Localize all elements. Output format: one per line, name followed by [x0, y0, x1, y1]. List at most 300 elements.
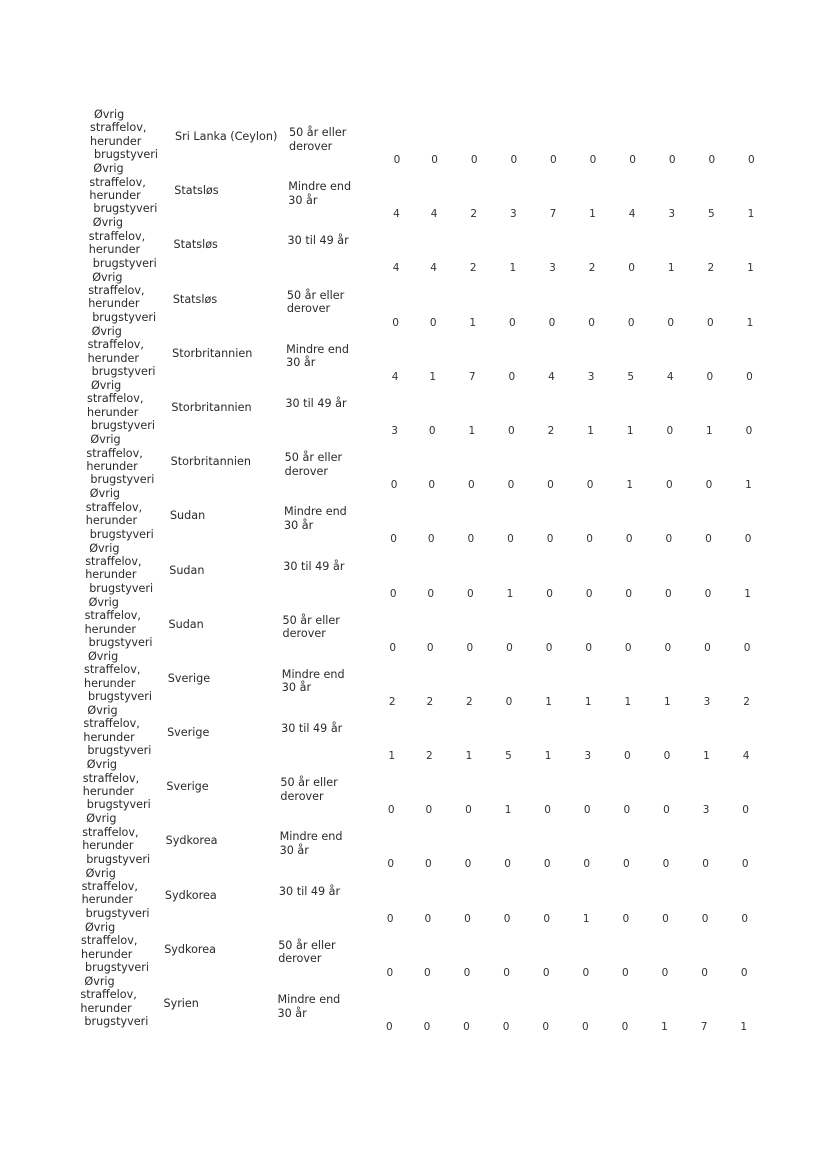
offense-label-line: straffelov, — [90, 121, 147, 135]
value-cell: 1 — [582, 912, 590, 925]
age-group-cell: 50 år eller derover — [289, 126, 347, 153]
value-cell: 1 — [584, 695, 592, 708]
value-cell: 2 — [426, 695, 434, 708]
value-cell: 0 — [470, 154, 478, 166]
value-cell: 0 — [503, 966, 510, 979]
offense-label-line: brugstyveri — [85, 961, 149, 975]
value-cell: 0 — [665, 587, 672, 600]
value-cell: 0 — [429, 316, 437, 329]
value-cell: 0 — [585, 587, 593, 600]
country-cell: Statsløs — [174, 184, 219, 198]
offense-label-line: brugstyveri — [88, 690, 152, 704]
offense-label-line: brugstyveri — [84, 1015, 149, 1029]
value-cell: 0 — [746, 370, 753, 383]
table-row — [0, 162, 828, 221]
offense-label-line: brugstyveri — [92, 310, 157, 324]
offense-label-line: straffelov, — [87, 392, 144, 406]
value-cell: 0 — [666, 424, 674, 437]
offense-label-line: Øvrig — [84, 975, 115, 988]
value-cell: 1 — [747, 208, 755, 221]
age-group-cell: Mindre end 30 år — [283, 505, 347, 532]
offense-label-line: brugstyveri — [94, 148, 158, 162]
value-cell: 0 — [423, 1021, 431, 1033]
offense-label-line: brugstyveri — [86, 852, 151, 866]
age-group-cell: 30 til 49 år — [278, 884, 341, 898]
offense-label-line: Øvrig — [91, 378, 122, 392]
offense-label — [89, 162, 163, 216]
value-cell: 1 — [661, 1021, 668, 1033]
value-cell: 0 — [390, 533, 397, 546]
value-cell: 0 — [431, 154, 438, 166]
offense-label-line: herunder — [82, 785, 135, 799]
value-cell: 0 — [508, 424, 515, 437]
value-cell: 0 — [585, 641, 593, 654]
value-cell: 0 — [662, 912, 669, 925]
value-cell: 0 — [628, 262, 635, 275]
value-cell: 0 — [704, 641, 711, 654]
value-cell: 0 — [586, 533, 593, 546]
country-cell: Statsløs — [172, 292, 218, 306]
value-cell: 2 — [470, 208, 478, 221]
value-cell: 0 — [503, 912, 511, 925]
value-cell: 1 — [429, 370, 437, 383]
offense-label-line: herunder — [83, 730, 135, 744]
value-cell: 2 — [707, 262, 715, 275]
value-cell: 0 — [387, 804, 395, 817]
offense-label-line: straffelov, — [82, 825, 139, 839]
value-cell: 7 — [700, 1021, 708, 1033]
value-cell: 0 — [705, 479, 713, 492]
offense-label — [90, 108, 164, 162]
offense-label — [84, 649, 158, 704]
value-cell: 0 — [701, 966, 708, 979]
offense-label-line: Øvrig — [93, 162, 124, 176]
offense-label-line: straffelov, — [82, 771, 140, 785]
table-row — [0, 975, 828, 1033]
age-group-cell: Mindre end 30 år — [286, 342, 349, 370]
value-cell: 0 — [390, 479, 398, 492]
offense-label-line: brugstyveri — [89, 581, 154, 595]
value-cell: 5 — [627, 370, 635, 383]
value-cell: 0 — [386, 912, 394, 925]
offense-label-line: brugstyveri — [91, 419, 155, 433]
value-cell: 0 — [546, 533, 554, 546]
value-cell: 0 — [548, 316, 556, 329]
offense-label-line: Øvrig — [90, 433, 121, 447]
value-cell: 2 — [588, 262, 596, 275]
table-row — [0, 216, 828, 275]
value-cell: 0 — [465, 804, 472, 817]
offense-label-line: herunder — [88, 243, 141, 257]
offense-label-line: straffelov, — [88, 283, 145, 297]
value-cell: 0 — [507, 479, 515, 492]
offense-label — [82, 812, 156, 866]
table-row — [0, 270, 828, 329]
value-cell: 1 — [465, 750, 473, 763]
offense-label-line: straffelov, — [88, 229, 146, 243]
offense-label-line: Øvrig — [85, 920, 116, 934]
table-row — [0, 812, 828, 871]
offense-label-line: Øvrig — [86, 812, 117, 826]
table-row — [0, 433, 828, 492]
value-cell: 2 — [547, 424, 555, 437]
offense-label — [80, 975, 154, 1029]
offense-label-line: Øvrig — [92, 270, 123, 284]
offense-label-line: straffelov, — [81, 934, 138, 948]
age-group-cell: Mindre end 30 år — [281, 667, 345, 695]
value-cell: 1 — [587, 424, 594, 437]
value-cell: 1 — [706, 424, 713, 437]
value-cell: 0 — [662, 858, 670, 871]
table-row — [0, 649, 828, 708]
value-cell: 0 — [665, 533, 673, 546]
offense-label-line: straffelov, — [84, 663, 141, 677]
value-cell: 0 — [507, 533, 514, 546]
offense-label — [83, 704, 157, 758]
value-cell: 0 — [663, 804, 670, 817]
country-cell: Sudan — [169, 509, 206, 523]
value-cell: 4 — [548, 370, 555, 383]
offense-label-line: straffelov, — [83, 717, 140, 731]
value-cell: 0 — [386, 966, 394, 979]
value-cell: 0 — [701, 912, 709, 925]
country-cell: Sydkorea — [165, 834, 218, 848]
offense-label — [87, 378, 161, 433]
offense-label-line: herunder — [89, 189, 141, 202]
offense-label-line: herunder — [84, 676, 136, 690]
value-cell: 0 — [427, 587, 435, 600]
value-cell: 0 — [509, 316, 516, 329]
value-cell: 0 — [425, 804, 433, 817]
value-cell: 4 — [666, 370, 674, 383]
value-cell: 0 — [623, 858, 630, 871]
value-cell: 0 — [748, 154, 755, 166]
value-cell: 0 — [464, 858, 472, 871]
offense-label-line: brugstyveri — [88, 635, 153, 649]
value-cell: 1 — [746, 316, 754, 329]
value-cell: 0 — [745, 424, 753, 437]
value-cell: 0 — [625, 587, 633, 600]
value-cell: 1 — [747, 262, 754, 275]
offense-label-line: herunder — [87, 351, 139, 365]
value-cell: 0 — [583, 858, 591, 871]
offense-label-line: Øvrig — [89, 487, 121, 501]
value-cell: 0 — [623, 750, 631, 763]
offense-label-line: Øvrig — [91, 324, 122, 338]
value-cell: 7 — [549, 208, 557, 221]
value-cell: 0 — [389, 641, 397, 654]
value-cell: 0 — [589, 154, 597, 166]
value-cell: 1 — [626, 479, 634, 492]
value-cell: 5 — [707, 208, 715, 221]
value-cell: 0 — [428, 479, 436, 492]
value-cell: 0 — [588, 316, 595, 329]
country-cell: Sri Lanka (Ceylon) — [175, 130, 278, 143]
value-cell: 5 — [505, 750, 512, 763]
value-cell: 0 — [623, 804, 631, 817]
offense-label-line: herunder — [88, 297, 140, 311]
value-cell: 0 — [424, 912, 432, 925]
value-cell: 1 — [703, 750, 710, 763]
table-row — [0, 324, 828, 383]
country-cell: Sydkorea — [164, 942, 217, 956]
value-cell: 2 — [743, 695, 750, 708]
value-cell: 0 — [704, 587, 712, 600]
value-cell: 0 — [426, 641, 434, 654]
age-group-cell: 50 år eller derover — [278, 938, 336, 966]
value-cell: 0 — [744, 533, 752, 546]
statistics-table — [0, 108, 828, 1033]
value-cell: 0 — [664, 641, 672, 654]
country-cell: Sudan — [169, 563, 205, 577]
country-cell: Syrien — [163, 997, 199, 1010]
value-cell: 0 — [665, 479, 673, 492]
offense-label-line: herunder — [90, 134, 142, 148]
country-cell: Sverige — [167, 726, 210, 740]
value-cell: 0 — [505, 695, 513, 708]
value-cell: 7 — [468, 370, 476, 383]
offense-label-line: brugstyveri — [92, 256, 157, 270]
value-cell: 0 — [546, 587, 553, 600]
age-group-cell: Mindre end 30 år — [288, 180, 352, 207]
offense-label-line: herunder — [81, 947, 133, 961]
offense-label-line: herunder — [82, 839, 134, 853]
value-cell: 0 — [467, 533, 475, 546]
value-cell: 0 — [627, 316, 635, 329]
value-cell: 0 — [668, 154, 676, 166]
offense-label-line: Øvrig — [92, 216, 124, 230]
offense-label-line: straffelov, — [86, 446, 143, 460]
value-cell: 0 — [667, 316, 675, 329]
value-cell: 4 — [628, 208, 636, 221]
value-cell: 4 — [393, 208, 400, 221]
offense-label-line: brugstyveri — [85, 906, 150, 920]
age-group-cell: 50 år eller derover — [284, 451, 343, 478]
value-cell: 0 — [425, 858, 432, 871]
value-cell: 0 — [707, 316, 714, 329]
offense-label-line: brugstyveri — [90, 473, 155, 487]
value-cell: 0 — [463, 966, 471, 979]
value-cell: 0 — [504, 858, 511, 871]
value-cell: 0 — [741, 858, 749, 871]
value-cell: 0 — [392, 316, 399, 329]
value-cell: 1 — [544, 750, 552, 763]
value-cell: 0 — [543, 912, 551, 925]
offense-label-line: Øvrig — [85, 866, 116, 880]
value-cell: 1 — [667, 262, 675, 275]
value-cell: 0 — [506, 641, 513, 654]
value-cell: 0 — [624, 641, 632, 654]
value-cell: 0 — [463, 1021, 470, 1033]
offense-label — [86, 433, 160, 487]
offense-label-line: brugstyveri — [89, 527, 154, 541]
offense-label — [81, 920, 155, 975]
country-cell: Sydkorea — [164, 888, 217, 902]
offense-label-line: Øvrig — [88, 649, 119, 663]
value-cell: 0 — [622, 966, 629, 979]
offense-label-line: straffelov, — [81, 880, 138, 894]
offense-label — [85, 541, 159, 596]
value-cell: 0 — [629, 154, 636, 166]
value-cell: 0 — [550, 154, 557, 166]
value-cell: 3 — [702, 804, 710, 817]
offense-label-line: straffelov, — [89, 175, 146, 189]
value-cell: 0 — [542, 1021, 550, 1033]
value-cell: 0 — [581, 1021, 589, 1033]
offense-label-line: Øvrig — [88, 595, 119, 609]
age-group-cell: 30 til 49 år — [281, 722, 343, 736]
value-cell: 0 — [702, 858, 709, 871]
value-cell: 2 — [388, 695, 396, 708]
value-cell: 3 — [549, 262, 556, 275]
value-cell: 0 — [385, 1021, 393, 1033]
offense-label-line: herunder — [87, 405, 139, 419]
value-cell: 0 — [661, 966, 669, 979]
value-cell: 0 — [583, 804, 591, 817]
value-cell: 1 — [664, 695, 671, 708]
value-cell: 0 — [663, 750, 671, 763]
value-cell: 0 — [586, 479, 594, 492]
offense-label-line: brugstyveri — [93, 202, 158, 216]
value-cell: 1 — [745, 479, 752, 492]
offense-label-line: herunder — [85, 514, 138, 528]
value-cell: 2 — [466, 695, 473, 708]
table-row — [0, 487, 828, 546]
age-group-cell: 50 år eller derover — [282, 613, 340, 641]
value-cell: 0 — [502, 1021, 510, 1033]
table-row — [0, 758, 828, 817]
value-cell: 0 — [464, 912, 471, 925]
value-cell: 3 — [587, 370, 595, 383]
country-cell: Storbritannien — [171, 400, 252, 414]
value-cell: 3 — [509, 208, 517, 221]
value-cell: 4 — [430, 208, 438, 221]
offense-label — [81, 866, 156, 921]
value-cell: 1 — [468, 424, 476, 437]
value-cell: 3 — [668, 208, 676, 221]
offense-label-line: brugstyveri — [91, 364, 156, 378]
offense-label-line: Øvrig — [94, 108, 125, 121]
value-cell: 0 — [542, 966, 550, 979]
value-cell: 0 — [393, 154, 401, 166]
country-cell: Sverige — [167, 671, 211, 685]
country-cell: Sverige — [166, 780, 209, 794]
value-cell: 4 — [742, 750, 750, 763]
table-row — [0, 541, 828, 600]
value-cell: 0 — [743, 641, 751, 654]
offense-label-line: Øvrig — [89, 541, 120, 555]
table-row — [0, 108, 828, 166]
age-group-cell: 30 til 49 år — [285, 396, 347, 410]
age-group-cell: Mindre end 30 år — [277, 993, 341, 1020]
table-row — [0, 378, 828, 437]
value-cell: 4 — [391, 370, 399, 383]
value-cell: 0 — [389, 587, 397, 600]
age-group-cell: Mindre end 30 år — [279, 830, 343, 857]
offense-label-line: straffelov, — [80, 988, 137, 1002]
offense-label-line: herunder — [80, 1001, 132, 1015]
offense-label-line: straffelov, — [84, 609, 141, 623]
offense-label-line: herunder — [86, 459, 138, 473]
value-cell: 2 — [425, 750, 433, 763]
offense-label — [84, 595, 159, 650]
country-cell: Storbritannien — [172, 346, 253, 360]
offense-label-line: herunder — [84, 622, 136, 636]
age-group-cell: 30 til 49 år — [287, 234, 349, 248]
value-cell: 4 — [430, 262, 437, 275]
age-group-cell: 30 til 49 år — [283, 559, 345, 573]
value-cell: 0 — [467, 587, 474, 600]
value-cell: 0 — [387, 858, 395, 871]
age-group-cell: 50 år eller derover — [286, 288, 345, 316]
value-cell: 0 — [427, 533, 435, 546]
offense-label-line: herunder — [81, 893, 133, 907]
value-cell: 1 — [740, 1021, 748, 1033]
value-cell: 1 — [626, 424, 634, 437]
value-cell: 1 — [624, 695, 632, 708]
value-cell: 0 — [742, 804, 749, 817]
table-row — [0, 920, 828, 979]
value-cell: 1 — [469, 316, 477, 329]
offense-label-line: brugstyveri — [87, 744, 152, 758]
value-cell: 0 — [741, 912, 749, 925]
table-row — [0, 595, 828, 654]
value-cell: 0 — [428, 424, 436, 437]
offense-label-line: Øvrig — [86, 758, 118, 772]
value-cell: 0 — [424, 966, 431, 979]
offense-label — [87, 324, 162, 379]
offense-label — [88, 270, 162, 325]
offense-label — [88, 216, 163, 270]
value-cell: 0 — [708, 154, 716, 166]
value-cell: 0 — [543, 858, 551, 871]
value-cell: 0 — [510, 154, 518, 166]
value-cell: 0 — [706, 370, 714, 383]
value-cell: 0 — [547, 479, 554, 492]
offense-label-line: Øvrig — [87, 704, 118, 718]
value-cell: 0 — [740, 966, 748, 979]
age-group-cell: 50 år eller derover — [280, 776, 338, 803]
value-cell: 1 — [388, 750, 396, 763]
value-cell: 3 — [703, 695, 711, 708]
value-cell: 2 — [469, 262, 477, 275]
value-cell: 1 — [504, 804, 512, 817]
value-cell: 3 — [391, 424, 398, 437]
country-cell: Storbritannien — [170, 455, 251, 469]
value-cell: 4 — [392, 262, 400, 275]
value-cell: 1 — [509, 262, 517, 275]
offense-label-line: straffelov, — [85, 500, 143, 514]
value-cell: 0 — [508, 370, 516, 383]
value-cell: 0 — [544, 804, 551, 817]
value-cell: 0 — [582, 966, 590, 979]
value-cell: 0 — [545, 641, 553, 654]
offense-label-line: straffelov, — [87, 338, 144, 352]
offense-label-line: straffelov, — [85, 554, 142, 568]
value-cell: 0 — [466, 641, 474, 654]
offense-label-line: herunder — [85, 568, 137, 582]
value-cell: 0 — [467, 479, 475, 492]
offense-label-line: brugstyveri — [86, 798, 151, 812]
country-cell: Statsløs — [173, 238, 218, 252]
value-cell: 1 — [506, 587, 514, 600]
offense-label — [85, 487, 160, 541]
value-cell: 1 — [545, 695, 552, 708]
value-cell: 0 — [622, 912, 630, 925]
offense-label — [82, 758, 157, 812]
value-cell: 0 — [705, 533, 712, 546]
value-cell: 1 — [744, 587, 751, 600]
